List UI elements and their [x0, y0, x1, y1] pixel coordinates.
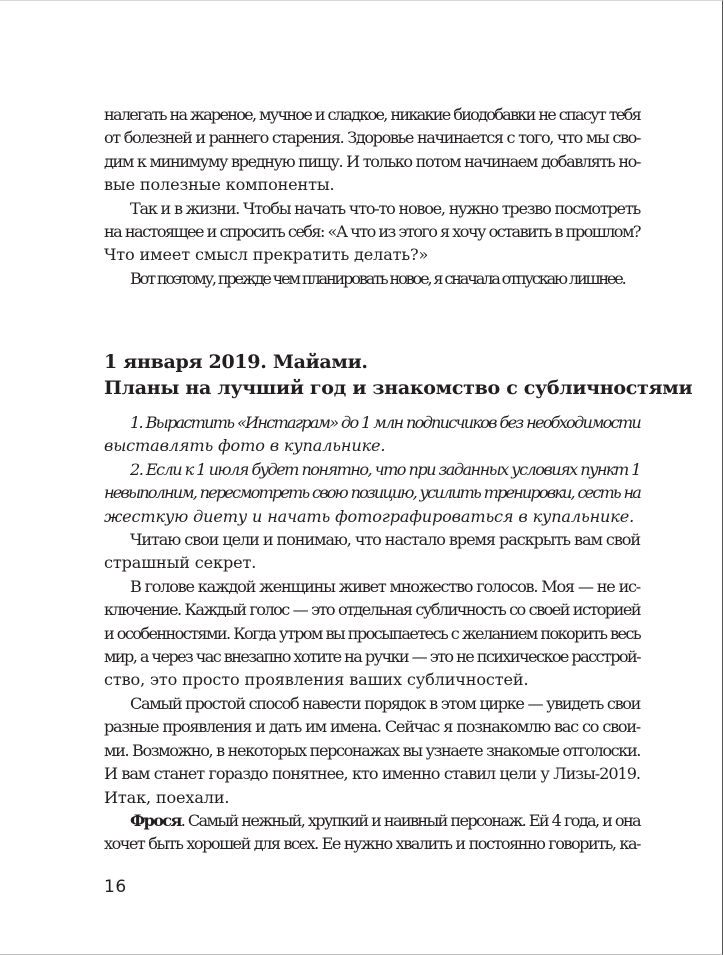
text-line: Читаю свои цели и понимаю, что настало время раскрыть вам свой — [130, 530, 640, 550]
text-line: Так и в жизни. Чтобы начать что-то новое, нужно трезво посмотреть — [130, 198, 640, 218]
text-line: ключение. Каждый голос — это отдельная субличность со своей историей — [104, 600, 640, 620]
text-line — [104, 809, 640, 832]
text-line: мир, а через час внезапно хотите на ручки — это не психическое расстрой- — [104, 647, 640, 667]
text-line: разные проявления и дать им имена. Сейчас я познакомлю вас со свои- — [104, 717, 640, 737]
text-line: хочет быть хорошей для всех. Ее нужно хвалить и постоянно говорить, ка- — [104, 834, 640, 854]
text-line: на настоящее и спросить себя: «А что из этого я хочу оставить в прошлом? — [104, 222, 640, 242]
text-run: . Самый нежный, хрупкий и наивный персонаж. Ей 4 года, и она — [180, 810, 640, 830]
paragraph — [104, 575, 640, 692]
text-line: И вам станет гораздо понятнее, кто именно ставил цели у Лизы-2019. — [104, 764, 640, 784]
paragraph — [104, 528, 640, 575]
page-number: 16 — [104, 877, 127, 897]
heading-line-title: Планы на лучший год и знакомство с субличностями — [104, 377, 693, 399]
heading-line-date: 1 января 2019. Майами. — [104, 351, 368, 373]
text-line: невыполним, пересмотреть свою позицию, усилить тренировки, сесть на — [104, 483, 640, 503]
main-text-block — [104, 411, 640, 856]
text-line: 1. Вырастить «Инстаграм» до 1 млн подписчиков без необходимости — [130, 413, 640, 432]
text-line: страшный секрет. — [104, 553, 257, 573]
text-line: В голове каждой женщины живет множество голосов. Моя — не ис- — [130, 576, 640, 596]
section-heading — [104, 349, 693, 401]
text-line: Что имеет смысл прекратить делать?» — [104, 245, 429, 265]
text-line: 2. Если к 1 июля будет понятно, что при заданных условиях пункт 1 — [130, 459, 640, 479]
top-text-block — [104, 103, 640, 290]
goal-item — [104, 411, 640, 458]
text-line: и особенностями. Когда утром вы просыпаетесь с желанием покорить весь — [104, 623, 640, 643]
text-line: Итак, поехали. — [104, 787, 230, 807]
paragraph — [104, 692, 640, 809]
text-line: выставлять фото в купальнике. — [104, 436, 386, 456]
paragraph — [104, 267, 640, 290]
text-line: ство, это просто проявления ваших субличностей. — [104, 670, 529, 690]
text-line: жесткую диету и начать фотографироваться в купальнике. — [104, 506, 635, 526]
text-line: Вот поэтому, прежде чем планировать новое, я сначала отпускаю лишнее. — [130, 268, 625, 288]
goal-item — [104, 458, 640, 528]
text-line: Самый простой способ навести порядок в этом цирке — увидеть свои — [130, 693, 640, 713]
character-name: Фрося — [130, 810, 181, 830]
paragraph — [104, 809, 640, 856]
text-line: ми. Возможно, в некоторых персонажах вы узнаете знакомые отголоски. — [104, 740, 640, 760]
paragraph — [104, 197, 640, 267]
text-line: налегать на жареное, мучное и сладкое, никакие биодобавки не спасут тебя — [104, 105, 640, 124]
text-line: вые полезные компоненты. — [104, 175, 335, 195]
text-line: от болезней и раннего старения. Здоровье начинается с того, что мы сво- — [104, 128, 640, 148]
paragraph-continuation — [104, 103, 640, 197]
text-line: дим к минимуму вредную пищу. И только потом начинаем добавлять но- — [104, 151, 640, 171]
